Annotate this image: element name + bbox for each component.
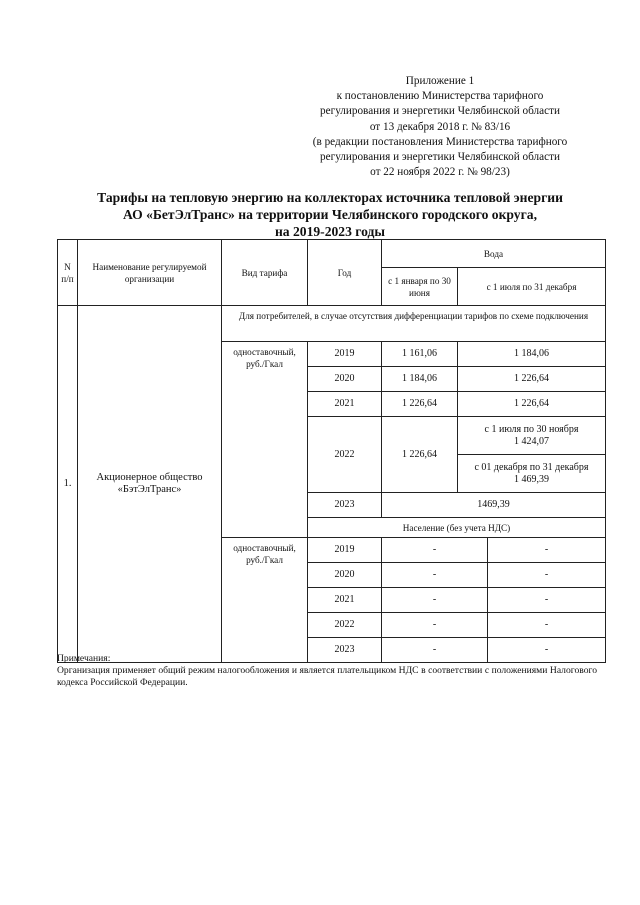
document-title (40, 189, 620, 240)
year-cell: 2020 (308, 367, 382, 392)
title-line: Тарифы на тепловую энергию на коллекторах источника тепловой энергии (97, 190, 563, 205)
tariff-value: - (488, 638, 606, 663)
tariff-subperiod-cell (458, 455, 606, 493)
header-num: N п/п (58, 240, 78, 306)
year-cell: 2019 (308, 538, 382, 563)
section-1-tariff-type: одноставочный, руб./Гкал (222, 342, 308, 538)
tariff-value: 1 226,64 (458, 367, 606, 392)
row-number: 1. (58, 306, 78, 663)
year-cell: 2021 (308, 392, 382, 417)
tariff-value: - (488, 538, 606, 563)
year-cell: 2023 (308, 493, 382, 518)
appendix-line: регулирования и энергетики Челябинской области (320, 105, 560, 118)
section-2-tariff-type: одноставочный, руб./Гкал (222, 538, 308, 663)
section-1-title: Для потребителей, в случае отсутствия дифференциации тарифов по схеме подключения (222, 306, 606, 342)
tariff-value: 1 424,07 (514, 435, 549, 447)
title-line: АО «БетЭлТранс» на территории Челябинского городского округа, (123, 207, 537, 222)
header-year: Год (308, 240, 382, 306)
tariff-value: 1 161,06 (382, 342, 458, 367)
year-cell: 2019 (308, 342, 382, 367)
tariff-value: - (382, 563, 488, 588)
year-cell: 2022 (308, 613, 382, 638)
notes-heading: Примечания: (57, 653, 111, 664)
tariff-value: 1 226,64 (382, 417, 458, 493)
tariff-value: 1 469,39 (514, 473, 549, 485)
appendix-line: Приложение 1 (405, 75, 475, 87)
tariff-table (57, 239, 606, 663)
tariff-value: - (488, 613, 606, 638)
year-cell: 2023 (308, 638, 382, 663)
tariff-value: - (382, 538, 488, 563)
header-period-1: с 1 января по 30 июня (382, 268, 458, 306)
tariff-value: 1 226,64 (382, 392, 458, 417)
tariff-value: - (382, 638, 488, 663)
tariff-value: - (488, 588, 606, 613)
subperiod-label: с 01 декабря по 31 декабря (474, 461, 589, 473)
tariff-value: 1469,39 (382, 493, 606, 518)
notes-text: Организация применяет общий режим налогообложения и является плательщиком НДС в соответствии с положениями Налогового кодекса Российской Федерации. (57, 665, 597, 688)
year-cell: 2020 (308, 563, 382, 588)
appendix-line: к постановлению Министерства тарифного (336, 90, 544, 103)
tariff-value: 1 226,64 (458, 392, 606, 417)
organization-name: Акционерное общество «БэтЭлТранс» (78, 306, 222, 663)
year-cell: 2022 (308, 417, 382, 493)
appendix-block (280, 74, 600, 180)
subperiod-label: с 1 июля по 30 ноября (484, 423, 579, 435)
header-org: Наименование регулируемой организации (78, 240, 222, 306)
header-water: Вода (382, 240, 606, 268)
appendix-line: от 22 ноября 2022 г. № 98/23) (370, 166, 510, 179)
tariff-value: 1 184,06 (382, 367, 458, 392)
notes-block (57, 653, 597, 689)
tariff-value: - (382, 588, 488, 613)
tariff-value: 1 184,06 (458, 342, 606, 367)
tariff-subperiod-cell (458, 417, 606, 455)
title-line: на 2019-2023 годы (274, 224, 386, 239)
section-2-title: Население (без учета НДС) (308, 518, 606, 538)
appendix-line: (в редакции постановления Министерства тарифного (312, 135, 568, 148)
year-cell: 2021 (308, 588, 382, 613)
appendix-line: от 13 декабря 2018 г. № 83/16 (369, 120, 511, 133)
tariff-value: - (488, 563, 606, 588)
header-period-2: с 1 июля по 31 декабря (458, 268, 606, 306)
tariff-value: - (382, 613, 488, 638)
header-tariff-type: Вид тарифа (222, 240, 308, 306)
appendix-line: регулирования и энергетики Челябинской области (320, 151, 560, 164)
